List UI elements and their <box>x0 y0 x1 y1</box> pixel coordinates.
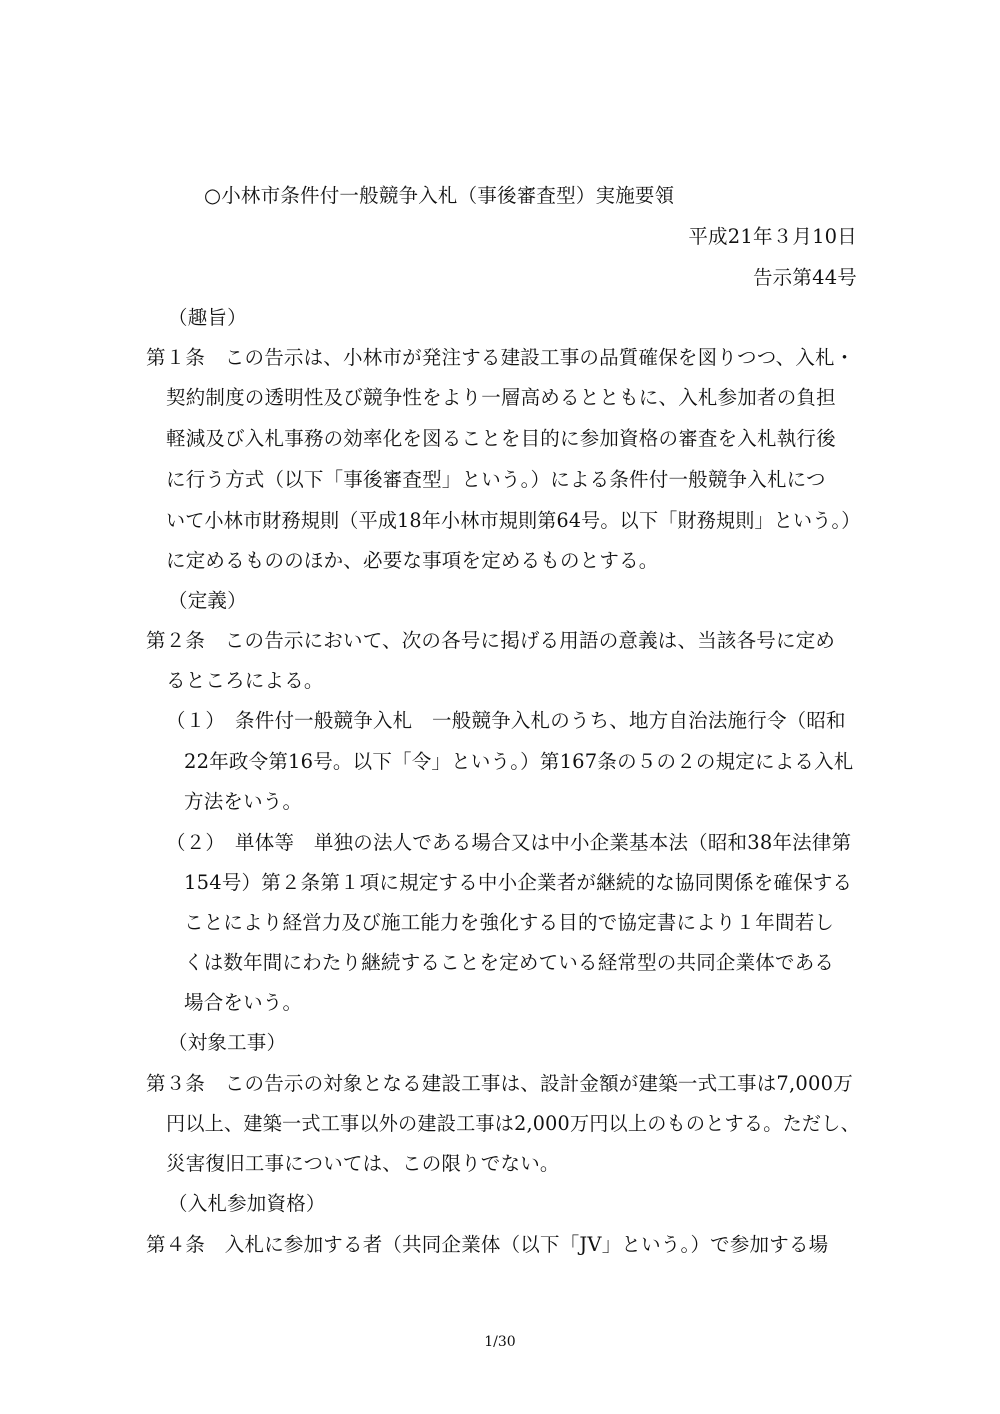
document-title: ○小林市条件付一般競争入札（事後審査型）実施要領 <box>204 184 675 207</box>
article-1-line-4: に行う方式（以下「事後審査型」という。）による条件付一般競争入札につ <box>166 468 826 491</box>
notice-number: 告示第44号 <box>752 266 857 289</box>
item-1-line-1: （１） 条件付一般競争入札 一般競争入札のうち、地方自治法施行令（昭和 <box>166 709 846 732</box>
article-1-line-6: に定めるもののほか、必要な事項を定めるものとする。 <box>166 549 659 572</box>
article-1-line-1: 第１条 この告示は、小林市が発注する建設工事の品質確保を図りつつ、入札・ <box>146 346 855 369</box>
article-1-line-5: いて小林市財務規則（平成18年小林市規則第64号。以下「財務規則」という。） <box>166 509 861 532</box>
item-1-line-3: 方法をいう。 <box>184 790 303 813</box>
section-heading-purpose: （趣旨） <box>168 306 247 329</box>
article-3-line-2: 円以上、建築一式工事以外の建設工事は2,000万円以上のものとする。ただし、 <box>166 1112 860 1135</box>
section-heading-definitions: （定義） <box>168 589 247 612</box>
article-2-line-1: 第２条 この告示において、次の各号に掲げる用語の意義は、当該各号に定め <box>146 629 836 652</box>
document-date: 平成21年３月10日 <box>688 225 857 248</box>
item-2-line-5: 場合をいう。 <box>184 991 303 1014</box>
item-2-line-4: くは数年間にわたり継続することを定めている経常型の共同企業体である <box>184 951 835 974</box>
item-2-line-3: ことにより経営力及び施工能力を強化する目的で協定書により１年間若し <box>184 911 835 934</box>
article-1-line-3: 軽減及び入札事務の効率化を図ることを目的に参加資格の審査を入札執行後 <box>166 427 836 450</box>
item-1-line-2: 22年政令第16号。以下「令」という。）第167条の５の２の規定による入札 <box>184 750 854 773</box>
page-number: 1/30 <box>484 1334 516 1350</box>
article-4-line-1: 第４条 入札に参加する者（共同企業体（以下「JV」という。）で参加する場 <box>146 1233 829 1256</box>
article-1-line-2: 契約制度の透明性及び競争性をより一層高めるとともに、入札参加者の負担 <box>166 386 836 409</box>
section-heading-target-works: （対象工事） <box>168 1031 287 1054</box>
section-heading-eligibility: （入札参加資格） <box>168 1192 326 1215</box>
article-3-line-1: 第３条 この告示の対象となる建設工事は、設計金額が建築一式工事は7,000万 <box>146 1072 853 1095</box>
item-2-line-1: （２） 単体等 単独の法人である場合又は中小企業基本法（昭和38年法律第 <box>166 831 852 854</box>
article-2-line-2: るところによる。 <box>166 669 324 692</box>
item-2-line-2: 154号）第２条第１項に規定する中小企業者が継続的な協同関係を確保する <box>184 871 853 894</box>
article-3-line-3: 災害復旧工事については、この限りでない。 <box>166 1152 560 1175</box>
